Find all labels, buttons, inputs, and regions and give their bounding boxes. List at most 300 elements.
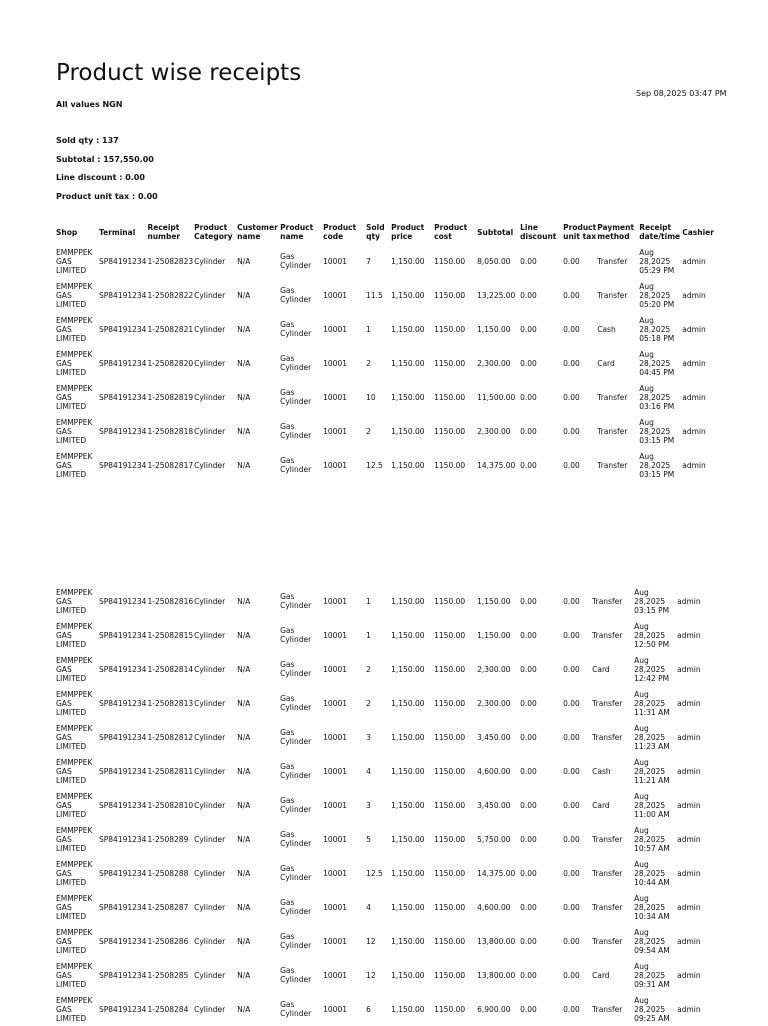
cell-product-name: Gas Cylinder <box>280 694 312 712</box>
cell-product-category: Cylinder <box>194 800 226 810</box>
cell-subtotal: 4,600.00 <box>477 902 511 912</box>
cell-product-cost: 1150.00 <box>434 1004 466 1014</box>
cell-product-code: 10001 <box>323 256 347 266</box>
cell-product-name: Gas Cylinder <box>280 898 312 916</box>
cell-subtotal: 8,050.00 <box>477 256 511 266</box>
cell-product-category: Cylinder <box>194 1004 226 1014</box>
table-row <box>55 618 719 652</box>
cell-payment-method: Transfer <box>592 868 623 878</box>
cell-product-name: Gas Cylinder <box>280 320 312 338</box>
cell-receipt-number: 1-25082823 <box>147 256 194 266</box>
cell-payment-method: Transfer <box>592 732 623 742</box>
receipts-table-page-1 <box>55 220 724 482</box>
cell-line-discount: 0.00 <box>520 800 537 810</box>
column-header-subtotal: Subtotal <box>477 227 514 237</box>
cell-sold-qty: 4 <box>366 766 371 776</box>
cell-subtotal: 13,225.00 <box>477 290 516 300</box>
cell-product-cost: 1150.00 <box>434 256 466 266</box>
cell-receipt-datetime: Aug 28,2025 03:15 PM <box>639 451 675 479</box>
cell-sold-qty: 5 <box>366 834 371 844</box>
cell-payment-method: Transfer <box>592 902 623 912</box>
cell-product-cost: 1150.00 <box>434 970 466 980</box>
cell-subtotal: 14,375.00 <box>477 460 516 470</box>
cell-payment-method: Card <box>597 358 615 368</box>
cell-sold-qty: 1 <box>366 596 371 606</box>
cell-subtotal: 3,450.00 <box>477 732 511 742</box>
cell-shop: EMMPPEK GAS LIMITED <box>56 451 93 479</box>
cell-customer-name: N/A <box>237 834 251 844</box>
cell-product-category: Cylinder <box>194 732 226 742</box>
cell-subtotal: 14,375.00 <box>477 868 516 878</box>
cell-subtotal: 2,300.00 <box>477 664 511 674</box>
cell-sold-qty: 11.5 <box>366 290 383 300</box>
cell-cashier: admin <box>682 460 706 470</box>
cell-customer-name: N/A <box>237 698 251 708</box>
cell-product-code: 10001 <box>323 460 347 470</box>
cell-payment-method: Card <box>592 970 610 980</box>
cell-customer-name: N/A <box>237 868 251 878</box>
cell-cashier: admin <box>677 630 701 640</box>
table-row <box>55 822 719 856</box>
cell-product-code: 10001 <box>323 392 347 402</box>
cell-product-price: 1,150.00 <box>391 834 425 844</box>
cell-line-discount: 0.00 <box>520 596 537 606</box>
cell-cashier: admin <box>682 324 706 334</box>
cell-product-unit-tax: 0.00 <box>563 256 580 266</box>
cell-receipt-datetime: Aug 28,2025 04:45 PM <box>639 349 675 377</box>
cell-line-discount: 0.00 <box>520 698 537 708</box>
column-header-product-category: Product Category <box>194 223 233 241</box>
cell-subtotal: 1,150.00 <box>477 324 511 334</box>
cell-terminal: SP84191234 <box>99 970 147 980</box>
cell-sold-qty: 2 <box>366 426 371 436</box>
cell-payment-method: Transfer <box>592 596 623 606</box>
cell-product-category: Cylinder <box>194 664 226 674</box>
cell-shop: EMMPPEK GAS LIMITED <box>56 247 93 275</box>
column-header-product-name: Product name <box>280 223 314 241</box>
cell-terminal: SP84191234 <box>99 392 147 402</box>
column-header-customer-name: Customer name <box>237 223 278 241</box>
cell-customer-name: N/A <box>237 732 251 742</box>
cell-sold-qty: 12 <box>366 970 376 980</box>
cell-product-unit-tax: 0.00 <box>563 868 580 878</box>
table-row <box>55 584 719 618</box>
cell-line-discount: 0.00 <box>520 426 537 436</box>
cell-shop: EMMPPEK GAS LIMITED <box>56 621 93 649</box>
cell-receipt-number: 1-25082821 <box>147 324 194 334</box>
cell-product-category: Cylinder <box>194 698 226 708</box>
cell-product-cost: 1150.00 <box>434 902 466 912</box>
cell-payment-method: Transfer <box>597 290 628 300</box>
cell-product-name: Gas Cylinder <box>280 252 312 270</box>
cell-terminal: SP84191234 <box>99 290 147 300</box>
cell-sold-qty: 4 <box>366 902 371 912</box>
cell-shop: EMMPPEK GAS LIMITED <box>56 791 93 819</box>
cell-shop: EMMPPEK GAS LIMITED <box>56 859 93 887</box>
summary-line-discount: Line discount : 0.00 <box>56 173 145 182</box>
cell-receipt-datetime: Aug 28,2025 03:15 PM <box>634 587 670 615</box>
cell-product-price: 1,150.00 <box>391 256 425 266</box>
table-row <box>55 686 719 720</box>
cell-customer-name: N/A <box>237 766 251 776</box>
cell-receipt-datetime: Aug 28,2025 11:00 AM <box>634 791 670 819</box>
receipts-table-page-2 <box>55 584 719 1026</box>
cell-terminal: SP84191234 <box>99 800 147 810</box>
cell-terminal: SP84191234 <box>99 324 147 334</box>
cell-product-price: 1,150.00 <box>391 732 425 742</box>
cell-customer-name: N/A <box>237 1004 251 1014</box>
cell-cashier: admin <box>677 1004 701 1014</box>
column-header-product-code: Product code <box>323 223 357 241</box>
cell-product-code: 10001 <box>323 596 347 606</box>
cell-product-cost: 1150.00 <box>434 630 466 640</box>
cell-product-code: 10001 <box>323 834 347 844</box>
cell-product-price: 1,150.00 <box>391 596 425 606</box>
cell-line-discount: 0.00 <box>520 834 537 844</box>
cell-product-name: Gas Cylinder <box>280 830 312 848</box>
cell-subtotal: 1,150.00 <box>477 630 511 640</box>
cell-receipt-number: 1-25082816 <box>147 596 194 606</box>
cell-product-price: 1,150.00 <box>391 358 425 368</box>
cell-customer-name: N/A <box>237 256 251 266</box>
cell-line-discount: 0.00 <box>520 290 537 300</box>
cell-receipt-number: 1-25082811 <box>147 766 194 776</box>
cell-payment-method: Transfer <box>592 630 623 640</box>
cell-terminal: SP84191234 <box>99 732 147 742</box>
column-header-receipt-datetime: Receipt date/time <box>639 223 681 241</box>
cell-shop: EMMPPEK GAS LIMITED <box>56 995 93 1023</box>
cell-receipt-number: 1-25082820 <box>147 358 194 368</box>
cell-shop: EMMPPEK GAS LIMITED <box>56 757 93 785</box>
cell-line-discount: 0.00 <box>520 664 537 674</box>
cell-cashier: admin <box>682 290 706 300</box>
cell-terminal: SP84191234 <box>99 868 147 878</box>
cell-shop: EMMPPEK GAS LIMITED <box>56 383 93 411</box>
cell-product-name: Gas Cylinder <box>280 762 312 780</box>
cell-receipt-datetime: Aug 28,2025 11:31 AM <box>634 689 670 717</box>
cell-shop: EMMPPEK GAS LIMITED <box>56 825 93 853</box>
cell-sold-qty: 12.5 <box>366 460 383 470</box>
cell-shop: EMMPPEK GAS LIMITED <box>56 893 93 921</box>
cell-product-unit-tax: 0.00 <box>563 290 580 300</box>
cell-product-cost: 1150.00 <box>434 324 466 334</box>
cell-product-category: Cylinder <box>194 324 226 334</box>
cell-product-name: Gas Cylinder <box>280 626 312 644</box>
column-header-product-cost: Product cost <box>434 223 468 241</box>
cell-payment-method: Transfer <box>592 1004 623 1014</box>
cell-receipt-datetime: Aug 28,2025 12:50 PM <box>634 621 670 649</box>
cell-shop: EMMPPEK GAS LIMITED <box>56 417 93 445</box>
cell-product-code: 10001 <box>323 698 347 708</box>
cell-product-unit-tax: 0.00 <box>563 324 580 334</box>
cell-line-discount: 0.00 <box>520 766 537 776</box>
cell-product-unit-tax: 0.00 <box>563 392 580 402</box>
cell-customer-name: N/A <box>237 800 251 810</box>
cell-receipt-number: 1-2508287 <box>147 902 189 912</box>
cell-receipt-datetime: Aug 28,2025 05:18 PM <box>639 315 675 343</box>
cell-product-name: Gas Cylinder <box>280 660 312 678</box>
cell-product-category: Cylinder <box>194 290 226 300</box>
cell-product-category: Cylinder <box>194 936 226 946</box>
cell-receipt-number: 1-2508289 <box>147 834 189 844</box>
cell-product-category: Cylinder <box>194 834 226 844</box>
cell-cashier: admin <box>677 698 701 708</box>
cell-terminal: SP84191234 <box>99 256 147 266</box>
cell-receipt-number: 1-25082822 <box>147 290 194 300</box>
cell-receipt-datetime: Aug 28,2025 10:34 AM <box>634 893 670 921</box>
cell-product-cost: 1150.00 <box>434 358 466 368</box>
cell-payment-method: Card <box>592 800 610 810</box>
cell-line-discount: 0.00 <box>520 732 537 742</box>
cell-shop: EMMPPEK GAS LIMITED <box>56 723 93 751</box>
table-row <box>55 448 724 482</box>
cell-product-category: Cylinder <box>194 596 226 606</box>
cell-product-cost: 1150.00 <box>434 426 466 436</box>
cell-sold-qty: 1 <box>366 630 371 640</box>
cell-receipt-datetime: Aug 28,2025 10:44 AM <box>634 859 670 887</box>
cell-product-cost: 1150.00 <box>434 936 466 946</box>
cell-product-price: 1,150.00 <box>391 290 425 300</box>
cell-line-discount: 0.00 <box>520 358 537 368</box>
cell-customer-name: N/A <box>237 970 251 980</box>
cell-product-unit-tax: 0.00 <box>563 834 580 844</box>
cell-sold-qty: 2 <box>366 698 371 708</box>
cell-subtotal: 4,600.00 <box>477 766 511 776</box>
cell-customer-name: N/A <box>237 596 251 606</box>
cell-receipt-number: 1-25082813 <box>147 698 194 708</box>
cell-receipt-datetime: Aug 28,2025 11:21 AM <box>634 757 670 785</box>
cell-product-category: Cylinder <box>194 460 226 470</box>
table-row <box>55 312 724 346</box>
cell-receipt-number: 1-25082815 <box>147 630 194 640</box>
cell-product-cost: 1150.00 <box>434 290 466 300</box>
cell-subtotal: 1,150.00 <box>477 596 511 606</box>
cell-product-name: Gas Cylinder <box>280 864 312 882</box>
cell-receipt-number: 1-25082817 <box>147 460 194 470</box>
cell-cashier: admin <box>677 766 701 776</box>
cell-sold-qty: 10 <box>366 392 376 402</box>
cell-terminal: SP84191234 <box>99 358 147 368</box>
cell-product-category: Cylinder <box>194 970 226 980</box>
cell-product-cost: 1150.00 <box>434 834 466 844</box>
cell-receipt-datetime: Aug 28,2025 09:25 AM <box>634 995 670 1023</box>
cell-customer-name: N/A <box>237 664 251 674</box>
cell-product-unit-tax: 0.00 <box>563 426 580 436</box>
cell-product-code: 10001 <box>323 290 347 300</box>
cell-product-price: 1,150.00 <box>391 698 425 708</box>
cell-terminal: SP84191234 <box>99 698 147 708</box>
cell-subtotal: 5,750.00 <box>477 834 511 844</box>
table-row <box>55 856 719 890</box>
table-header-row <box>55 220 724 244</box>
cell-cashier: admin <box>677 664 701 674</box>
cell-line-discount: 0.00 <box>520 324 537 334</box>
cell-product-category: Cylinder <box>194 868 226 878</box>
cell-line-discount: 0.00 <box>520 256 537 266</box>
report-title: Product wise receipts <box>56 60 302 86</box>
cell-product-unit-tax: 0.00 <box>563 936 580 946</box>
cell-shop: EMMPPEK GAS LIMITED <box>56 927 93 955</box>
cell-terminal: SP84191234 <box>99 1004 147 1014</box>
cell-product-price: 1,150.00 <box>391 630 425 640</box>
table-row <box>55 720 719 754</box>
cell-product-category: Cylinder <box>194 902 226 912</box>
cell-product-code: 10001 <box>323 902 347 912</box>
column-header-receipt-number: Receipt number <box>147 223 181 241</box>
cell-product-code: 10001 <box>323 630 347 640</box>
cell-product-name: Gas Cylinder <box>280 932 312 950</box>
cell-product-name: Gas Cylinder <box>280 966 312 984</box>
cell-shop: EMMPPEK GAS LIMITED <box>56 655 93 683</box>
summary-subtotal: Subtotal : 157,550.00 <box>56 155 154 164</box>
cell-product-code: 10001 <box>323 324 347 334</box>
cell-customer-name: N/A <box>237 324 251 334</box>
cell-cashier: admin <box>677 936 701 946</box>
cell-receipt-number: 1-25082814 <box>147 664 194 674</box>
cell-terminal: SP84191234 <box>99 630 147 640</box>
column-header-product-unit-tax: Product unit tax <box>563 223 597 241</box>
column-header-product-price: Product price <box>391 223 425 241</box>
cell-terminal: SP84191234 <box>99 460 147 470</box>
cell-payment-method: Transfer <box>597 460 628 470</box>
cell-sold-qty: 12.5 <box>366 868 383 878</box>
cell-terminal: SP84191234 <box>99 664 147 674</box>
cell-product-cost: 1150.00 <box>434 800 466 810</box>
cell-product-cost: 1150.00 <box>434 596 466 606</box>
cell-receipt-datetime: Aug 28,2025 05:29 PM <box>639 247 675 275</box>
cell-payment-method: Transfer <box>592 834 623 844</box>
cell-product-category: Cylinder <box>194 630 226 640</box>
table-row <box>55 992 719 1026</box>
cell-receipt-datetime: Aug 28,2025 12:42 PM <box>634 655 670 683</box>
cell-customer-name: N/A <box>237 290 251 300</box>
cell-sold-qty: 3 <box>366 732 371 742</box>
cell-cashier: admin <box>677 868 701 878</box>
cell-product-unit-tax: 0.00 <box>563 698 580 708</box>
column-header-sold-qty: Sold qty <box>366 223 385 241</box>
cell-payment-method: Cash <box>597 324 616 334</box>
cell-payment-method: Transfer <box>597 426 628 436</box>
cell-cashier: admin <box>677 800 701 810</box>
cell-cashier: admin <box>682 358 706 368</box>
cell-customer-name: N/A <box>237 358 251 368</box>
cell-cashier: admin <box>677 902 701 912</box>
cell-receipt-number: 1-25082810 <box>147 800 194 810</box>
cell-receipt-number: 1-25082818 <box>147 426 194 436</box>
cell-line-discount: 0.00 <box>520 868 537 878</box>
table-row <box>55 924 719 958</box>
cell-customer-name: N/A <box>237 460 251 470</box>
cell-product-cost: 1150.00 <box>434 698 466 708</box>
cell-product-category: Cylinder <box>194 256 226 266</box>
summary-product-unit-tax: Product unit tax : 0.00 <box>56 192 158 201</box>
cell-receipt-datetime: Aug 28,2025 09:54 AM <box>634 927 670 955</box>
column-header-line-discount: Line discount <box>520 223 557 241</box>
cell-receipt-datetime: Aug 28,2025 03:16 PM <box>639 383 675 411</box>
cell-product-code: 10001 <box>323 426 347 436</box>
cell-sold-qty: 7 <box>366 256 371 266</box>
cell-product-name: Gas Cylinder <box>280 422 312 440</box>
cell-product-code: 10001 <box>323 970 347 980</box>
cell-cashier: admin <box>682 426 706 436</box>
cell-shop: EMMPPEK GAS LIMITED <box>56 349 93 377</box>
cell-customer-name: N/A <box>237 936 251 946</box>
cell-shop: EMMPPEK GAS LIMITED <box>56 587 93 615</box>
cell-payment-method: Cash <box>592 766 611 776</box>
cell-subtotal: 2,300.00 <box>477 358 511 368</box>
cell-terminal: SP84191234 <box>99 936 147 946</box>
cell-receipt-datetime: Aug 28,2025 10:57 AM <box>634 825 670 853</box>
cell-product-name: Gas Cylinder <box>280 796 312 814</box>
cell-product-price: 1,150.00 <box>391 460 425 470</box>
cell-product-cost: 1150.00 <box>434 392 466 402</box>
cell-subtotal: 13,800.00 <box>477 970 516 980</box>
cell-product-cost: 1150.00 <box>434 664 466 674</box>
cell-product-name: Gas Cylinder <box>280 456 312 474</box>
cell-receipt-datetime: Aug 28,2025 11:23 AM <box>634 723 670 751</box>
table-row <box>55 652 719 686</box>
column-header-payment-method: Payment method <box>597 223 635 241</box>
cell-line-discount: 0.00 <box>520 460 537 470</box>
cell-product-category: Cylinder <box>194 392 226 402</box>
cell-product-category: Cylinder <box>194 426 226 436</box>
cell-line-discount: 0.00 <box>520 902 537 912</box>
cell-terminal: SP84191234 <box>99 766 147 776</box>
cell-sold-qty: 1 <box>366 324 371 334</box>
cell-product-unit-tax: 0.00 <box>563 970 580 980</box>
cell-sold-qty: 2 <box>366 664 371 674</box>
cell-subtotal: 2,300.00 <box>477 698 511 708</box>
cell-subtotal: 2,300.00 <box>477 426 511 436</box>
column-header-terminal: Terminal <box>99 227 136 237</box>
cell-product-cost: 1150.00 <box>434 460 466 470</box>
cell-terminal: SP84191234 <box>99 834 147 844</box>
cell-product-code: 10001 <box>323 766 347 776</box>
cell-receipt-datetime: Aug 28,2025 09:31 AM <box>634 961 670 989</box>
cell-product-code: 10001 <box>323 358 347 368</box>
table-row <box>55 890 719 924</box>
cell-customer-name: N/A <box>237 426 251 436</box>
cell-receipt-datetime: Aug 28,2025 05:20 PM <box>639 281 675 309</box>
cell-cashier: admin <box>677 596 701 606</box>
cell-payment-method: Card <box>592 664 610 674</box>
cell-product-price: 1,150.00 <box>391 970 425 980</box>
cell-product-unit-tax: 0.00 <box>563 732 580 742</box>
cell-customer-name: N/A <box>237 630 251 640</box>
cell-product-code: 10001 <box>323 868 347 878</box>
cell-product-name: Gas Cylinder <box>280 286 312 304</box>
cell-product-code: 10001 <box>323 936 347 946</box>
cell-shop: EMMPPEK GAS LIMITED <box>56 961 93 989</box>
cell-product-name: Gas Cylinder <box>280 354 312 372</box>
cell-cashier: admin <box>682 256 706 266</box>
cell-receipt-number: 1-2508288 <box>147 868 189 878</box>
table-row <box>55 958 719 992</box>
cell-product-price: 1,150.00 <box>391 868 425 878</box>
cell-product-unit-tax: 0.00 <box>563 902 580 912</box>
table-row <box>55 414 724 448</box>
cell-receipt-number: 1-25082819 <box>147 392 194 402</box>
currency-note: All values NGN <box>56 100 123 109</box>
cell-subtotal: 11,500.00 <box>477 392 516 402</box>
cell-product-price: 1,150.00 <box>391 1004 425 1014</box>
cell-product-code: 10001 <box>323 664 347 674</box>
cell-receipt-number: 1-25082812 <box>147 732 194 742</box>
cell-sold-qty: 12 <box>366 936 376 946</box>
cell-product-name: Gas Cylinder <box>280 388 312 406</box>
cell-product-unit-tax: 0.00 <box>563 630 580 640</box>
cell-product-name: Gas Cylinder <box>280 592 312 610</box>
